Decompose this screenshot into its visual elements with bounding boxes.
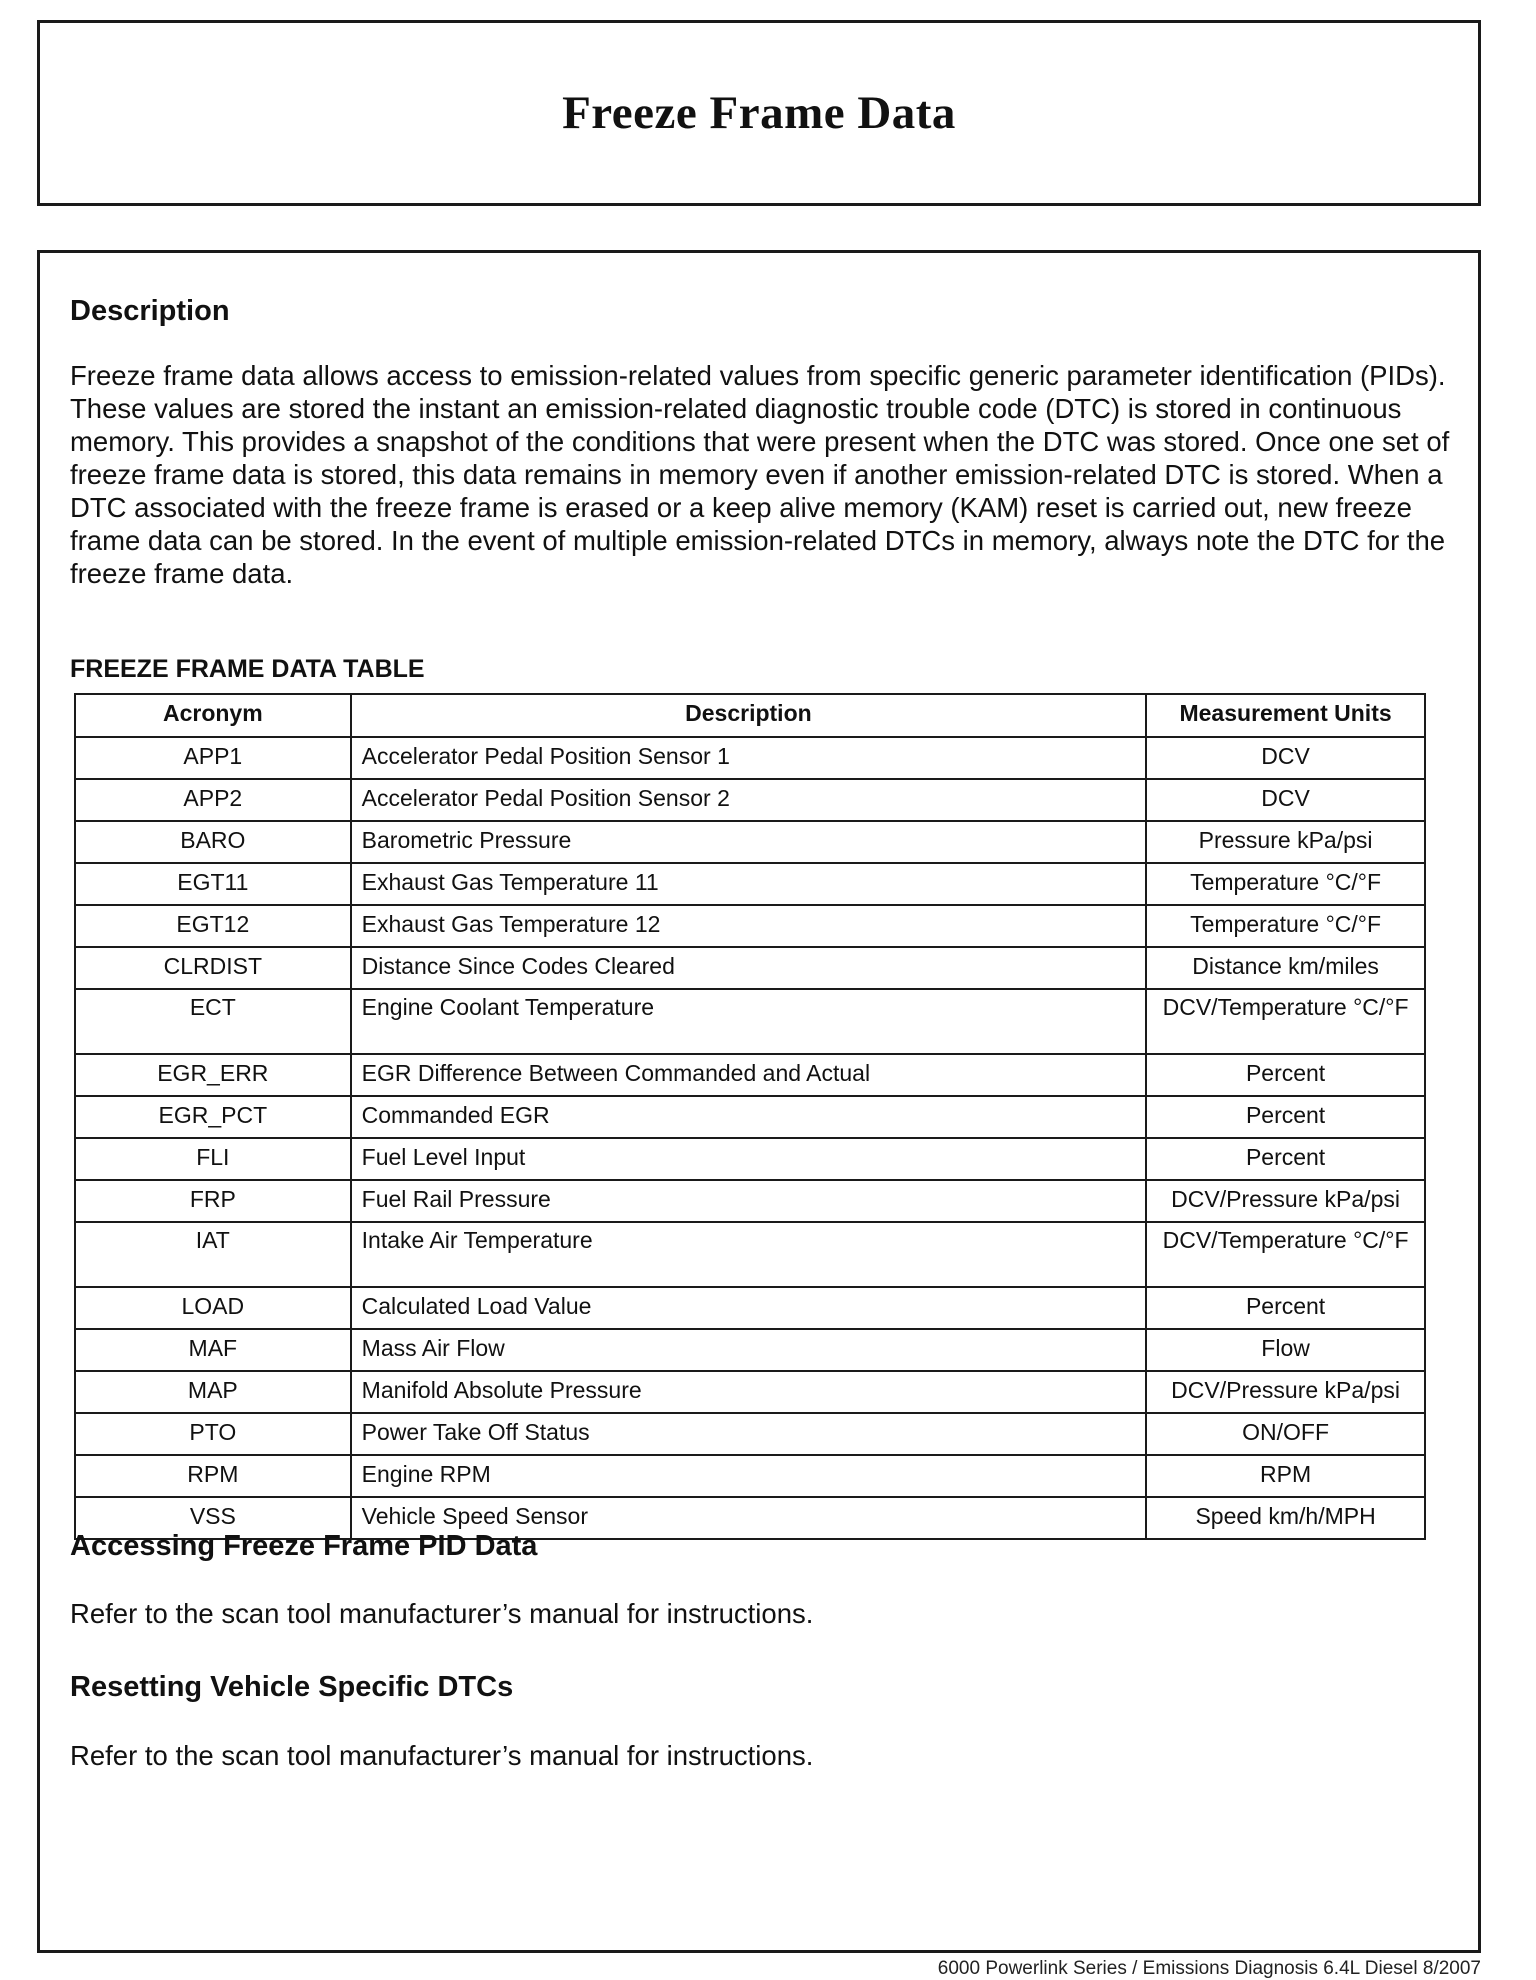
table-title: FREEZE FRAME DATA TABLE [70, 655, 425, 683]
table-row [75, 737, 1425, 779]
resetting-body: Refer to the scan tool manufacturer’s manual for instructions. [70, 1740, 814, 1771]
acronym-cell: CLRDIST [75, 947, 351, 989]
units-cell: DCV [1146, 779, 1425, 821]
column-header-units: Measurement Units [1146, 694, 1425, 737]
acronym-cell: EGT12 [75, 905, 351, 947]
description-cell: Calculated Load Value [351, 1287, 1147, 1329]
units-cell: DCV/Temperature °C/°F [1146, 1222, 1425, 1287]
description-cell: Exhaust Gas Temperature 12 [351, 905, 1147, 947]
resetting-heading: Resetting Vehicle Specific DTCs [70, 1671, 514, 1703]
column-header-description: Description [351, 694, 1147, 737]
units-cell: Percent [1146, 1096, 1425, 1138]
description-cell: Fuel Level Input [351, 1138, 1147, 1180]
accessing-heading: Accessing Freeze Frame PID Data [70, 1530, 538, 1562]
acronym-cell: FLI [75, 1138, 351, 1180]
table-row [75, 1329, 1425, 1371]
acronym-cell: EGT11 [75, 863, 351, 905]
units-cell: Speed km/h/MPH [1146, 1497, 1425, 1539]
table-row [75, 1180, 1425, 1222]
description-cell: EGR Difference Between Commanded and Actual [351, 1054, 1147, 1096]
units-cell: Distance km/miles [1146, 947, 1425, 989]
units-cell: DCV/Pressure kPa/psi [1146, 1180, 1425, 1222]
title-box [37, 20, 1481, 206]
table-row [75, 1138, 1425, 1180]
description-heading: Description [70, 295, 230, 327]
description-cell: Accelerator Pedal Position Sensor 1 [351, 737, 1147, 779]
table-row [75, 905, 1425, 947]
description-cell: Intake Air Temperature [351, 1222, 1147, 1287]
units-cell: DCV [1146, 737, 1425, 779]
table-row [75, 1054, 1425, 1096]
page-title: Freeze Frame Data [562, 87, 956, 139]
acronym-cell: EGR_ERR [75, 1054, 351, 1096]
acronym-cell: MAF [75, 1329, 351, 1371]
description-cell: Accelerator Pedal Position Sensor 2 [351, 779, 1147, 821]
units-cell: Percent [1146, 1138, 1425, 1180]
units-cell: DCV/Temperature °C/°F [1146, 989, 1425, 1054]
description-cell: Power Take Off Status [351, 1413, 1147, 1455]
accessing-body: Refer to the scan tool manufacturer’s manual for instructions. [70, 1598, 814, 1629]
description-cell: Distance Since Codes Cleared [351, 947, 1147, 989]
description-cell: Exhaust Gas Temperature 11 [351, 863, 1147, 905]
table-row [75, 863, 1425, 905]
units-cell: Percent [1146, 1054, 1425, 1096]
description-cell: Mass Air Flow [351, 1329, 1147, 1371]
table-row [75, 821, 1425, 863]
acronym-cell: APP2 [75, 779, 351, 821]
acronym-cell: PTO [75, 1413, 351, 1455]
description-body: Freeze frame data allows access to emission-related values from specific generic parameter identification (PIDs). These values are stored the instant an emission-related diagnostic trouble code (DTC) is stored in continuous memory. This provides a snapshot of the conditions that were present when the DTC was stored. Once one set of freeze frame data is stored, this data remains in memory even if another emission-related DTC is stored. When a DTC associated with the freeze frame is erased or a keep alive memory (KAM) reset is carried out, new freeze frame data can be stored. In the event of multiple emission-related DTCs in memory, always note the DTC for the freeze frame data. [70, 360, 1450, 589]
table-row [75, 1222, 1425, 1287]
table-row [75, 1096, 1425, 1138]
units-cell: Temperature °C/°F [1146, 863, 1425, 905]
table-header-row [75, 694, 1425, 737]
units-cell: Percent [1146, 1287, 1425, 1329]
description-cell: Commanded EGR [351, 1096, 1147, 1138]
units-cell: Pressure kPa/psi [1146, 821, 1425, 863]
content-box [37, 250, 1481, 1953]
table-row [75, 989, 1425, 1054]
table-row [75, 1455, 1425, 1497]
units-cell: RPM [1146, 1455, 1425, 1497]
acronym-cell: ECT [75, 989, 351, 1054]
acronym-cell: FRP [75, 1180, 351, 1222]
acronym-cell: RPM [75, 1455, 351, 1497]
page-footer: 6000 Powerlink Series / Emissions Diagnosis 6.4L Diesel 8/2007 [937, 1958, 1481, 1979]
description-cell: Vehicle Speed Sensor [351, 1497, 1147, 1539]
acronym-cell: IAT [75, 1222, 351, 1287]
acronym-cell: BARO [75, 821, 351, 863]
description-cell: Fuel Rail Pressure [351, 1180, 1147, 1222]
acronym-cell: VSS [75, 1497, 351, 1539]
description-cell: Barometric Pressure [351, 821, 1147, 863]
table-row [75, 947, 1425, 989]
description-cell: Engine RPM [351, 1455, 1147, 1497]
description-cell: Engine Coolant Temperature [351, 989, 1147, 1054]
acronym-cell: MAP [75, 1371, 351, 1413]
freeze-frame-data-table [74, 693, 1426, 1540]
units-cell: Flow [1146, 1329, 1425, 1371]
table-row [75, 1287, 1425, 1329]
table-row [75, 779, 1425, 821]
acronym-cell: APP1 [75, 737, 351, 779]
units-cell: ON/OFF [1146, 1413, 1425, 1455]
units-cell: Temperature °C/°F [1146, 905, 1425, 947]
acronym-cell: EGR_PCT [75, 1096, 351, 1138]
units-cell: DCV/Pressure kPa/psi [1146, 1371, 1425, 1413]
column-header-acronym: Acronym [75, 694, 351, 737]
acronym-cell: LOAD [75, 1287, 351, 1329]
table-row [75, 1371, 1425, 1413]
table-row [75, 1413, 1425, 1455]
description-cell: Manifold Absolute Pressure [351, 1371, 1147, 1413]
